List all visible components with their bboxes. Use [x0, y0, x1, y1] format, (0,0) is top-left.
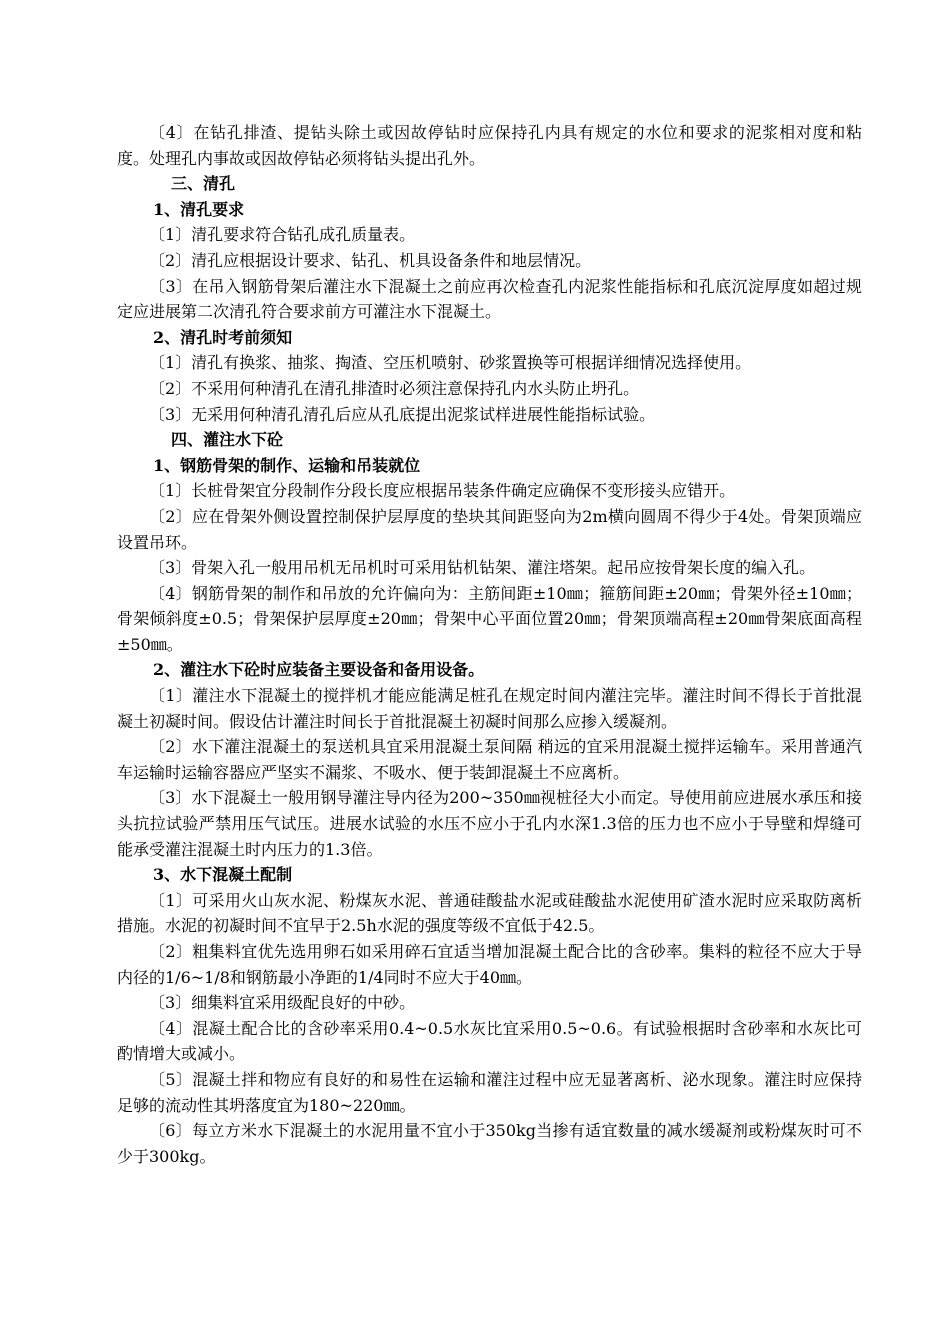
para-clean-note-1: 〔1〕清孔有换浆、抽浆、掏渣、空压机喷射、砂浆置换等可根据详细情况选择使用。: [149, 353, 752, 373]
para-cage-1: 〔1〕长桩骨架宜分段制作分段长度应根据吊装条件确定应确保不变形接头应错开。: [149, 481, 736, 501]
para-cage-4: 〔4〕钢筋骨架的制作和吊放的允许偏向为：主筋间距±10㎜；箍筋间距±20㎜；骨架外径±10㎜；骨架倾斜度±0.5；骨架保护层厚度±20㎜；骨架中心平面位置20㎜；骨架顶端高程±20㎜骨架底面高程±50㎜。: [117, 583, 862, 654]
para-mix-6: 〔6〕每立方米水下混凝土的水泥用量不宜小于350kg当掺有适宜数量的减水缓凝剂或粉煤灰时可不少于300kg。: [117, 1121, 862, 1166]
subsection-1-heading: 1、清孔要求: [153, 199, 245, 219]
para-clean-note-3: 〔3〕无采用何种清孔清孔后应从孔底提出泥浆试样进展性能指标试验。: [149, 404, 656, 424]
para-clean-note-2: 〔2〕不采用何种清孔在清孔排渣时必须注意保持孔内水头防止坍孔。: [149, 378, 640, 398]
subsection-3-mix-heading: 3、水下混凝土配制: [153, 865, 293, 885]
para-mix-3: 〔3〕细集料宜采用级配良好的中砂。: [149, 993, 416, 1013]
para-equip-2: 〔2〕水下灌注混凝土的泵送机具宜采用混凝土泵间隔 稍远的宜采用混凝土搅拌运输车。采用普通汽车运输时运输容器应严坚实不漏浆、不吸水、便于装卸混凝土不应离析。: [117, 737, 862, 782]
section-four-heading: 四、灌注水下砼: [171, 430, 284, 450]
para-clean-req-3: 〔3〕在吊入钢筋骨架后灌注水下混凝土之前应再次检查孔内泥浆性能指标和孔底沉淀厚度如超过规定应进展第二次清孔符合要求前方可灌注水下混凝土。: [117, 276, 862, 322]
para-cage-2: 〔2〕应在骨架外侧设置控制保护层厚度的垫块其间距竖向为2m横向圆周不得少于4处。骨架顶端应设置吊环。: [117, 506, 862, 552]
para-mix-1: 〔1〕可采用火山灰水泥、粉煤灰水泥、普通硅酸盐水泥或硅酸盐水泥使用矿渣水泥时应采取防离析措施。水泥的初凝时间不宜早于2.5h水泥的强度等级不宜低于42.5。: [117, 890, 862, 936]
section-three-heading: 三、清孔: [171, 174, 236, 194]
para-clean-req-2: 〔2〕清孔应根据设计要求、钻孔、机具设备条件和地层情况。: [149, 250, 592, 270]
para-mix-2: 〔2〕粗集料宜优先选用卵石如采用碎石宜适当增加混凝土配合比的含砂率。集料的粒径不应大于导内径的1/6~1/8和钢筋最小净距的1/4同时不应大于40㎜。: [117, 942, 862, 987]
document-page: [117, 120, 862, 1169]
para-mix-4: 〔4〕混凝土配合比的含砂率采用0.4~0.5水灰比宜采用0.5~0.6。有试验根据时含砂率和水灰比可酌情增大或减小。: [117, 1018, 862, 1064]
subsection-1-cage-heading: 1、钢筋骨架的制作、运输和吊装就位: [153, 455, 421, 475]
para-drilling-4: 〔4〕在钻孔排渣、提钻头除土或因故停钻时应保持孔内具有规定的水位和要求的泥浆相对度和粘度。处理孔内事故或因故停钻必须将钻头提出孔外。: [117, 123, 862, 168]
subsection-2-equipment-heading: 2、灌注水下砼时应装备主要设备和备用设备。: [153, 660, 485, 680]
para-mix-5: 〔5〕混凝土拌和物应有良好的和易性在运输和灌注过程中应无显著离析、泌水现象。灌注时应保持足够的流动性其坍落度宜为180~220㎜。: [117, 1069, 862, 1115]
para-cage-3: 〔3〕骨架入孔一般用吊机无吊机时可采用钻机钻架、灌注塔架。起吊应按骨架长度的编入孔。: [149, 558, 816, 578]
para-equip-3: 〔3〕水下混凝土一般用钢导灌注导内径为200~350㎜视桩径大小而定。导使用前应进展水承压和接头抗拉试验严禁用压气试压。进展水试验的水压不应小于孔内水深1.3倍的压力也不应小于导壁和焊缝可能承受灌注混凝土时内压力的1.3倍。: [117, 788, 862, 859]
para-equip-1: 〔1〕灌注水下混凝土的搅拌机才能应能满足桩孔在规定时间内灌注完毕。灌注时间不得长于首批混凝土初凝时间。假设估计灌注时间长于首批混凝土初凝时间那么应掺入缓凝剂。: [117, 686, 862, 731]
subsection-2-heading: 2、清孔时考前须知: [153, 327, 293, 347]
para-clean-req-1: 〔1〕清孔要求符合钻孔成孔质量表。: [149, 225, 416, 245]
